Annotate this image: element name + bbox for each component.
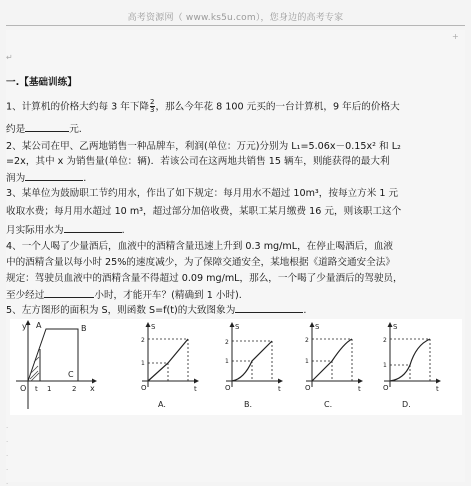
graph-c-y-label: S bbox=[315, 323, 320, 331]
problem-1-line-1 bbox=[6, 99, 400, 114]
p3-text-c2: . bbox=[121, 225, 125, 236]
main-origin: O bbox=[20, 384, 27, 393]
empty-line-mark: . bbox=[6, 422, 9, 430]
graph-b-x-label: t bbox=[278, 385, 281, 393]
problem-2-line-2: =2x，其中 x 为销售量(单位：辆)．若该公司在这两地共销售 15 辆车，则能获得的最大利 bbox=[6, 156, 390, 167]
page-header bbox=[0, 0, 471, 26]
main-point-b: B bbox=[81, 324, 87, 333]
p5-text-a: 5、左方图形的面积为 S，则函数 S=f(t)的大致图象为 bbox=[6, 305, 236, 316]
p1-text-c2: 元. bbox=[69, 124, 82, 135]
empty-line-mark: . bbox=[6, 464, 9, 472]
p3-text-c1: 月实际用水为 bbox=[6, 225, 64, 236]
main-t-label: t bbox=[35, 385, 38, 393]
graph-d-tick-2: 2 bbox=[383, 337, 387, 344]
graph-b-tick-2: 2 bbox=[225, 339, 229, 346]
empty-line-mark: . bbox=[6, 478, 9, 486]
p2-answer-blank[interactable] bbox=[25, 171, 83, 181]
problem-2-line-1: 2、某公司在甲、乙两地销售一种品牌车，利润(单位：万元)分别为 L₁=5.06x－0.15x² 和 L₂ bbox=[6, 141, 401, 152]
section-title: 一.【基础训练】 bbox=[6, 77, 77, 88]
header-divider bbox=[6, 25, 465, 26]
problem-4-line-3: 规定：驾驶员血液中的酒精含量不得超过 0.09 mg/mL，那么，一个喝了少量酒后的驾驶员， bbox=[6, 273, 403, 284]
problem-4-line-2: 中的酒精含量以每小时 25%的速度减少，为了保障交通安全，某地根据《道路交通安全法》 bbox=[6, 257, 395, 268]
graph-a-tick-1: 1 bbox=[141, 360, 145, 367]
main-figure bbox=[16, 321, 96, 409]
graph-a-x-label: t bbox=[194, 385, 197, 393]
p5-answer-blank[interactable] bbox=[235, 303, 303, 313]
p2-text-c1: 润为 bbox=[6, 173, 26, 184]
problem-4-line-4 bbox=[6, 288, 242, 302]
main-x-label: x bbox=[90, 384, 95, 393]
problem-3-line-2: 收取水费；每月用水超过 10 m³，超过部分加倍收费，某职工某月缴费 16 元，则该职工这个 bbox=[6, 206, 402, 217]
graph-d-origin: O bbox=[383, 384, 389, 392]
graph-d-x-label: t bbox=[436, 385, 439, 393]
main-tick-1: 1 bbox=[47, 385, 52, 393]
corner-mark: + bbox=[452, 32, 459, 41]
main-point-a: A bbox=[36, 321, 42, 330]
graph-b-label: B. bbox=[244, 400, 253, 409]
graph-a-origin: O bbox=[141, 384, 147, 392]
main-y-label: y bbox=[22, 322, 27, 331]
p1-fraction bbox=[150, 99, 154, 114]
problem-3-line-1: 3、某单位为鼓励职工节约用水，作出了如下规定：每月用水不超过 10m³，按每立方米 1 元 bbox=[6, 188, 399, 199]
problem-2-line-3 bbox=[6, 171, 86, 185]
graph-c-label: C. bbox=[324, 400, 333, 409]
graph-b-tick-1: 1 bbox=[225, 358, 229, 365]
graph-a-tick-2: 2 bbox=[141, 337, 145, 344]
document-body bbox=[6, 30, 465, 486]
problem-1-line-2 bbox=[6, 122, 82, 136]
graph-d-y-label: S bbox=[393, 323, 398, 331]
p1-answer-blank[interactable] bbox=[25, 122, 69, 132]
main-point-c: C bbox=[68, 370, 74, 379]
p1-text-c1: 约是 bbox=[6, 124, 26, 135]
p2-text-c2: . bbox=[83, 173, 87, 184]
header-text: 高考资源网（ www.ks5u.com），您身边的高考专家 bbox=[127, 13, 344, 23]
p4-text-d2: 小时，才能开车？(精确到 1 小时). bbox=[94, 290, 242, 301]
graph-d bbox=[383, 323, 440, 409]
p3-answer-blank[interactable] bbox=[64, 223, 122, 233]
graph-c-tick-2: 2 bbox=[305, 337, 309, 344]
p5-text-a2: . bbox=[303, 305, 307, 316]
graph-a-y-label: S bbox=[151, 323, 156, 331]
graph-a bbox=[141, 323, 198, 409]
problem-5-line-1 bbox=[6, 303, 306, 317]
graph-b-origin: O bbox=[225, 384, 231, 392]
p1-text-a: 1、计算机的价格大约每 3 年下降 bbox=[6, 101, 150, 113]
graph-c bbox=[305, 323, 362, 409]
graph-b bbox=[225, 323, 282, 409]
graph-b-y-label: S bbox=[235, 323, 240, 331]
graph-c-origin: O bbox=[305, 384, 311, 392]
problem-5-figure bbox=[10, 319, 462, 415]
p4-text-d1: 至少经过 bbox=[6, 290, 45, 301]
p1-frac-num: 2 bbox=[150, 98, 155, 106]
paragraph-mark: ↵ bbox=[6, 53, 13, 62]
problem-4-line-1: 4、一个人喝了少量酒后，血液中的酒精含量迅速上升到 0.3 mg/mL，在停止喝酒后，血液 bbox=[6, 241, 394, 252]
empty-line-mark: . bbox=[6, 450, 9, 458]
empty-line-mark: . bbox=[6, 436, 9, 444]
main-tick-2: 2 bbox=[72, 385, 77, 393]
graph-c-tick-1: 1 bbox=[305, 358, 309, 365]
graph-d-tick-1: 1 bbox=[383, 362, 387, 369]
p1-text-b: ，那么今年花 8 100 元买的一台计算机，9 年后的价格大 bbox=[155, 101, 400, 113]
figure-svg bbox=[10, 319, 462, 415]
graph-d-label: D. bbox=[402, 400, 411, 409]
graph-a-label: A. bbox=[158, 400, 166, 409]
graph-c-x-label: t bbox=[358, 385, 361, 393]
problem-3-line-3 bbox=[6, 223, 125, 237]
p1-frac-den: 3 bbox=[150, 106, 155, 114]
p4-answer-blank[interactable] bbox=[44, 288, 94, 298]
